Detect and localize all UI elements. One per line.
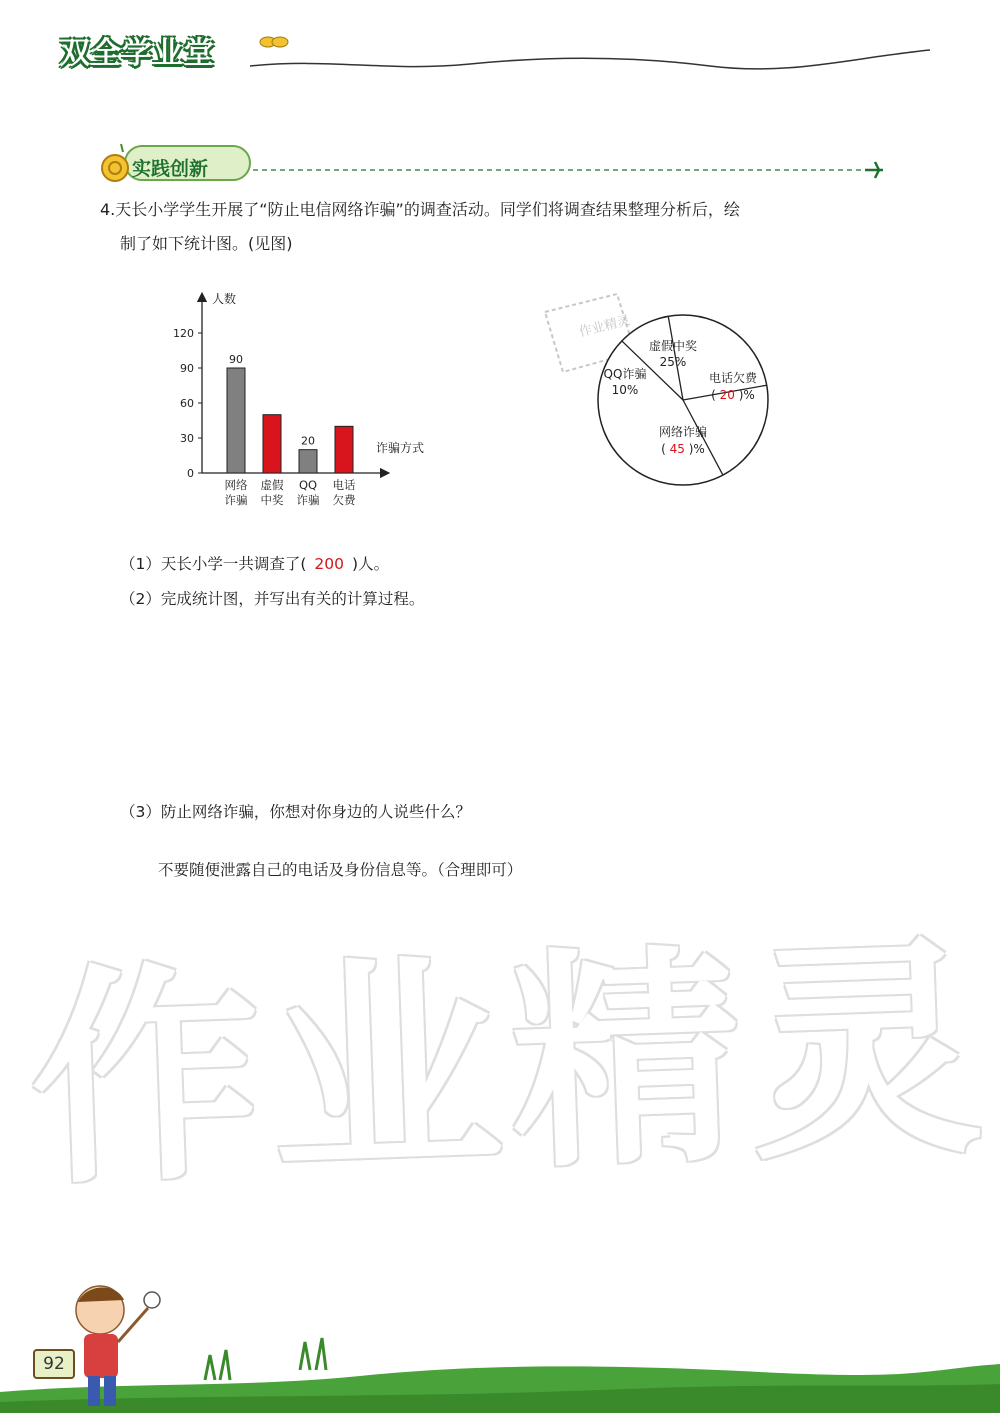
pie-slice-label: 虚假中奖 xyxy=(648,339,698,353)
y-tick-label: 60 xyxy=(180,397,194,410)
y-tick-label: 30 xyxy=(180,432,194,445)
x-tick-label: 虚假 xyxy=(260,478,284,492)
y-axis-label: 人数 xyxy=(212,292,237,306)
pie-slice-percent: 25% xyxy=(659,355,687,369)
pie-slice-answer: 20 xyxy=(719,388,735,402)
x-tick-label: QQ xyxy=(298,478,318,492)
x-tick-label: 诈骗 xyxy=(224,493,248,507)
pie-slice-percent: ( 20 )% xyxy=(711,388,755,402)
bar xyxy=(227,368,245,473)
bar-data-label: 90 xyxy=(229,353,243,366)
brand-logo: 双全学业堂 xyxy=(60,36,215,71)
pie-chart xyxy=(525,290,785,490)
butterfly-icon xyxy=(260,37,288,47)
svg-text:作业精灵: 作业精灵 xyxy=(577,313,632,341)
pie-slice-label: 网络诈骗 xyxy=(658,425,708,439)
sub-question-3: （3）防止网络诈骗，你想对你身边的人说些什么？ xyxy=(120,803,471,821)
x-tick-label: 诈骗 xyxy=(296,493,320,507)
x-tick-label: 网络 xyxy=(224,478,248,492)
sub-question-1 xyxy=(120,552,389,574)
sub1-prefix: （1）天长小学一共调查了( xyxy=(120,555,307,573)
section-header-bar xyxy=(95,140,885,190)
bar xyxy=(299,450,317,473)
footer-grass xyxy=(0,1280,1000,1413)
snail-icon xyxy=(102,144,128,181)
y-tick-label: 120 xyxy=(173,327,194,340)
bar xyxy=(335,426,353,473)
bar xyxy=(263,415,281,473)
airplane-icon xyxy=(865,162,883,178)
question-line-2: 制了如下统计图。(见图) xyxy=(120,234,293,253)
header-decoration xyxy=(250,28,930,78)
bar-chart xyxy=(160,285,450,515)
question-number: 4. xyxy=(100,200,116,219)
x-tick-label: 中奖 xyxy=(260,493,284,507)
bar-data-label: 20 xyxy=(301,434,315,448)
x-tick-label: 欠费 xyxy=(332,493,356,507)
pie-slice-label: QQ诈骗 xyxy=(603,367,647,381)
pie-slice-answer: 45 xyxy=(669,442,685,456)
pie-slice-label: 电话欠费 xyxy=(708,371,758,385)
sub1-answer: 200 xyxy=(314,555,345,573)
x-tick-label: 电话 xyxy=(332,478,356,492)
pie-slice-percent: 10% xyxy=(611,383,639,397)
x-axis-label: 诈骗方式 xyxy=(376,441,425,455)
sub-question-2: （2）完成统计图，并写出有关的计算过程。 xyxy=(120,590,425,608)
question-line-1 xyxy=(100,193,900,227)
watermark-text: 作业精灵 xyxy=(26,916,996,1217)
section-title: 实践创新 xyxy=(132,158,209,180)
grass-tuft-icon xyxy=(205,1338,326,1380)
page-number: 92 xyxy=(33,1349,75,1379)
y-tick-label: 90 xyxy=(180,362,194,375)
question-text-1: 天长小学学生开展了“防止电信网络诈骗”的调查活动。同学们将调查结果整理分析后，绘 xyxy=(115,200,740,219)
sub-question-3-answer: 不要随便泄露自己的电话及身份信息等。（合理即可） xyxy=(158,861,523,879)
pie-slice-percent: ( 45 )% xyxy=(661,442,705,456)
y-tick-label: 0 xyxy=(187,467,194,480)
sub1-suffix: )人。 xyxy=(352,555,390,573)
